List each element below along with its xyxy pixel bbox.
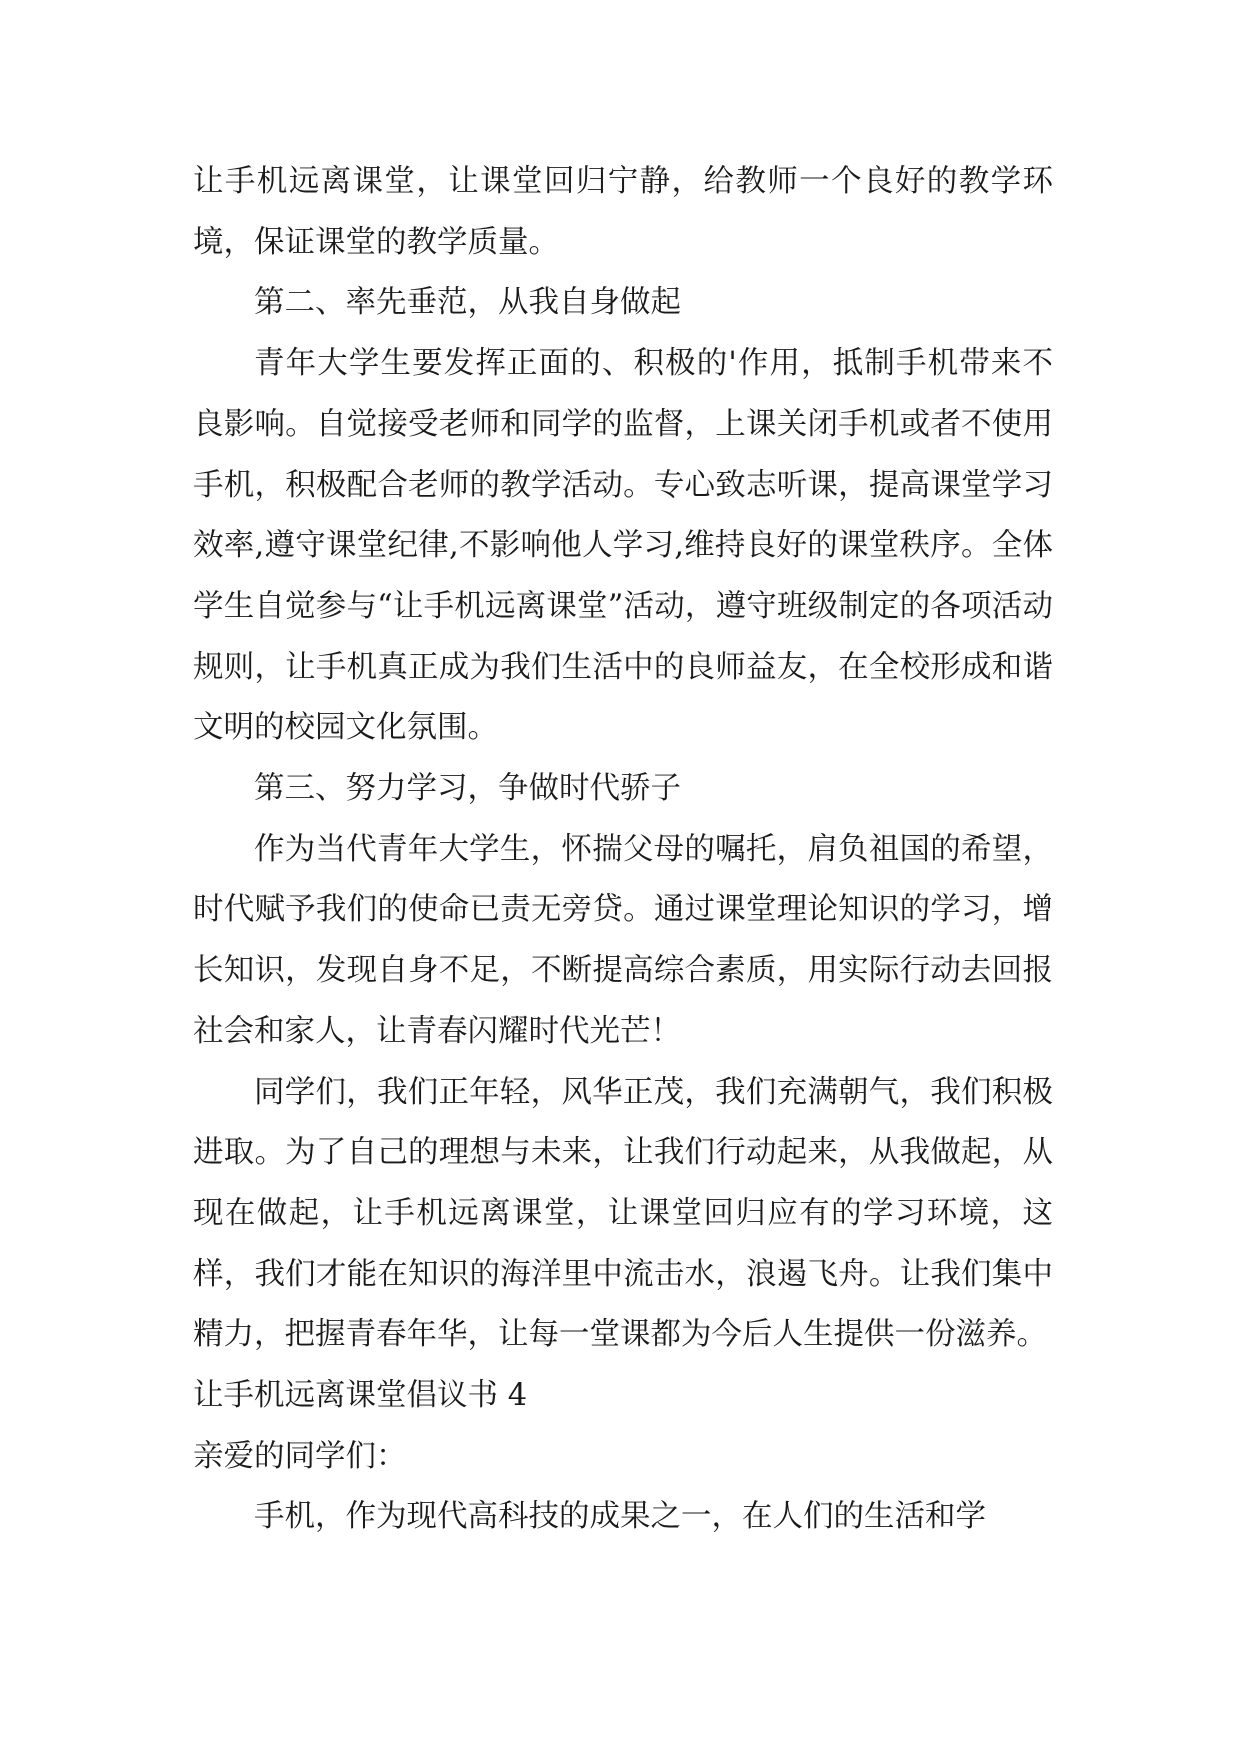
section-heading-2: 第二、率先垂范，从我自身做起 xyxy=(254,285,681,321)
paragraph-continuation: 让手机远离课堂，让课堂回归宁静，给教师一个良好的教学环境，保证课堂的教学质量。 xyxy=(193,164,1053,260)
paragraph-body-2: 青年大学生要发挥正面的、积极的'作用，抵制手机带来不良影响。自觉接受老师和同学的监督，上课关闭手机或者不使用手机，积极配合老师的教学活动。专心致志听课，提高课堂学习效率,遵守课堂纪律,不影响他人学习,维持良好的课堂秩序。全体学生自觉参与“让手机远离课堂”活动，遵守班级制定的各项活动规则，让手机真正成为我们生活中的良师益友，在全校形成和谐文明的校园文化氛围。 xyxy=(193,346,1053,746)
paragraph-body-3: 作为当代青年大学生，怀揣父母的嘱托，肩负祖国的希望，时代赋予我们的使命已责无旁贷。通过课堂理论知识的学习，增长知识，发现自身不足，不断提高综合素质，用实际行动去回报社会和家人，让青春闪耀时代光芒！ xyxy=(193,831,1053,1049)
paragraph-intro-4: 手机，作为现代高科技的成果之一，在人们的生活和学 xyxy=(254,1499,986,1535)
document-page xyxy=(193,152,1053,1548)
section-heading-3: 第三、努力学习，争做时代骄子 xyxy=(254,771,681,807)
salutation: 亲爱的同学们： xyxy=(193,1438,407,1474)
document-title-4: 让手机远离课堂倡议书 4 xyxy=(193,1378,528,1414)
paragraph-closing: 同学们，我们正年轻，风华正茂，我们充满朝气，我们积极进取。为了自己的理想与未来，让我们行动起来，从我做起，从现在做起，让手机远离课堂，让课堂回归应有的学习环境，这样，我们才能在知识的海洋里中流击水，浪遏飞舟。让我们集中精力，把握青春年华，让每一堂课都为今后人生提供一份滋养。 xyxy=(193,1074,1053,1353)
